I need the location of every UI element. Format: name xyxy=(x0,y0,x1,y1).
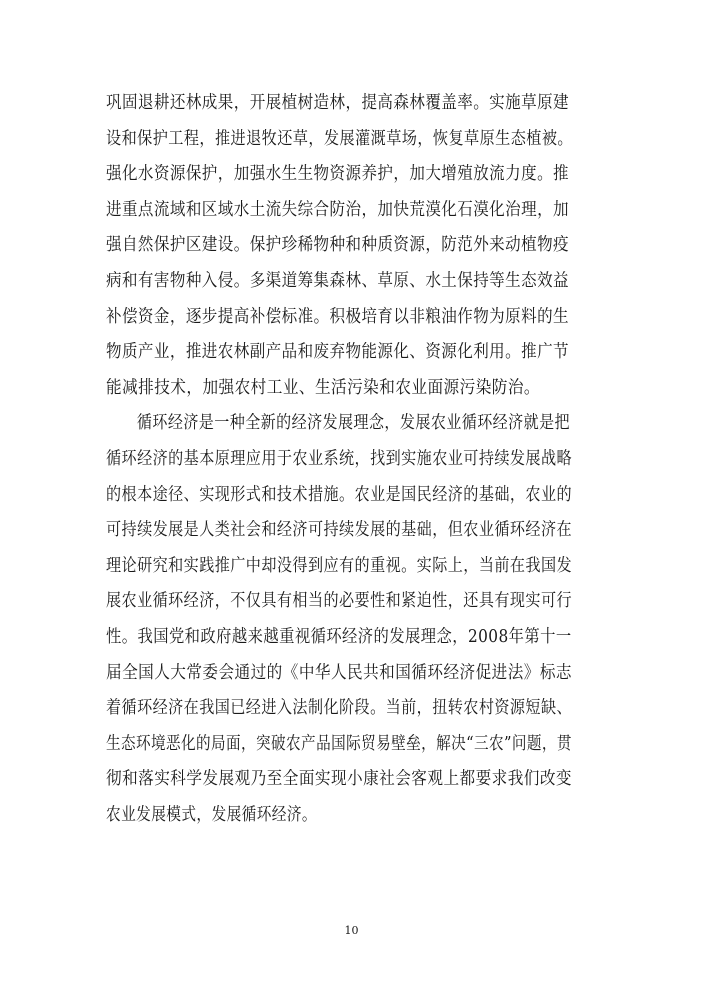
text-line: 的根本途径、实现形式和技术措施。农业是国民经济的基础，农业的 xyxy=(106,484,573,505)
text-line: 循环经济是一种全新的经济发展理念，发展农业循环经济就是把 xyxy=(106,413,571,434)
text-line: 可持续发展是人类社会和经济可持续发展的基础，但农业循环经济在 xyxy=(106,520,573,541)
text-line: 农业发展模式，发展循环经济。 xyxy=(106,805,317,825)
page-number: 10 xyxy=(344,924,359,937)
text-line: 彻和落实科学发展观乃至全面实现小康社会客观上都要求我们改变 xyxy=(106,769,572,790)
text-line: 物质产业，推进农林副产品和废弃物能源化、资源化利用。推广节 xyxy=(106,342,570,363)
text-line: 届全国人大常委会通过的《中华人民共和国循环经济促进法》标志 xyxy=(106,662,572,683)
text-line: 理论研究和实践推广中却没得到应有的重视。实际上，当前在我国发 xyxy=(106,555,573,576)
text-line: 生态环境恶化的局面，突破农产品国际贸易壁垒，解决“三农”问题，贯 xyxy=(106,733,572,754)
text-line: 巩固退耕还林成果，开展植树造林，提高森林覆盖率。实施草原建 xyxy=(106,93,570,113)
text-line: 强化水资源保护，加强水生生物资源养护，加大增殖放流力度。推 xyxy=(106,164,570,185)
text-line: 着循环经济在我国已经进入法制化阶段。当前，扭转农村资源短缺、 xyxy=(106,698,573,719)
text-line: 病和有害物种入侵。多渠道筹集森林、草原、水土保持等生态效益 xyxy=(106,271,570,291)
text-line: 循环经济的基本原理应用于农业系统，找到实施农业可持续发展战略 xyxy=(106,449,573,469)
text-line: 展农业循环经济，不仅具有相当的必要性和紧迫性，还具有现实可行 xyxy=(106,591,573,612)
text-line: 强自然保护区建设。保护珍稀物种和种质资源，防范外来动植物疫 xyxy=(106,235,570,256)
text-line: 设和保护工程，推进退牧还草，发展灌溉草场，恢复草原生态植被。 xyxy=(106,128,573,149)
text-line: 补偿资金，逐步提高补偿标准。积极培育以非粮油作物为原料的生 xyxy=(106,306,570,327)
text-line: 进重点流域和区域水土流失综合防治，加快荒漠化石漠化治理，加 xyxy=(106,199,570,220)
text-line: 性。我国党和政府越来越重视循环经济的发展理念，2008年第十一 xyxy=(106,627,572,647)
text-line: 能减排技术，加强农村工业、生活污染和农业面源污染防治。 xyxy=(106,377,540,398)
